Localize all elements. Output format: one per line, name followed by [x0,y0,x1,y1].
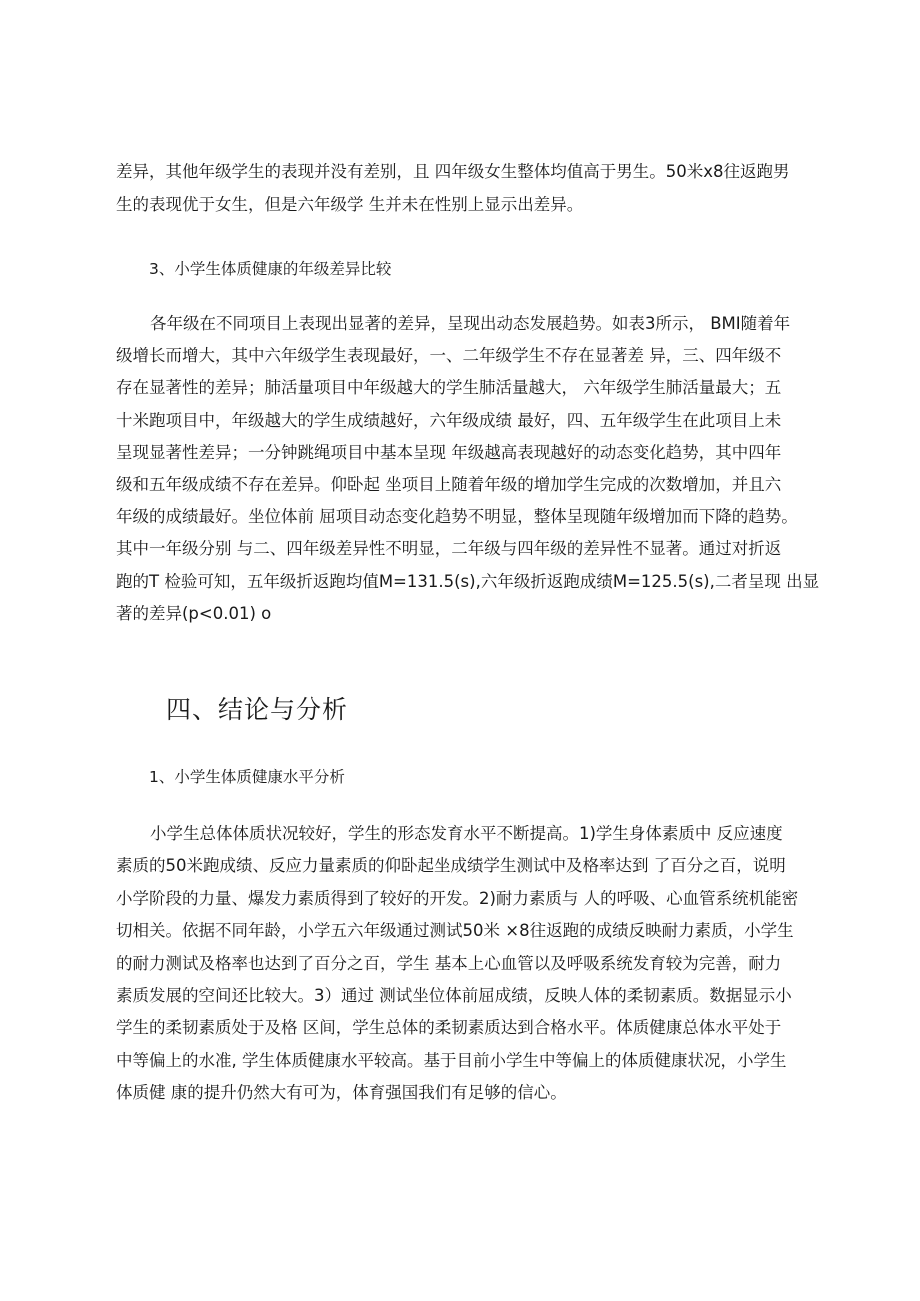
paragraph-line: 级和五年级成绩不存在差异。仰卧起 坐项目上随着年级的增加学生完成的次数增加，并且六 [116,474,782,494]
paragraph-gender-differences [116,155,828,221]
subsection-heading-health-level: 1、小学生体质健康水平分析 [149,768,345,786]
paragraph-line: 体质健 康的提升仍然大有可为，体育强国我们有足够的信心。 [116,1083,567,1103]
paragraph-line: 存在显著性的差异；肺活量项目中年级越大的学生肺活量越大， 六年级学生肺活量最大；五 [116,378,782,398]
paragraph-line: 十米跑项目中，年级越大的学生成绩越好，六年级成绩 最好，四、五年级学生在此项目上未 [116,410,782,430]
section-heading-conclusion: 四、结论与分析 [166,695,349,724]
paragraph-line: 素质的50米跑成绩、反应力量素质的仰卧起坐成绩学生测试中及格率达到 了百分之百，说明 [116,856,786,876]
paragraph-line: 跑的T 检验可知，五年级折返跑均值M=131.5(s),六年级折返跑成绩M=125.5(s),二者呈现 出显 [116,571,820,591]
paragraph-line: 差异，其他年级学生的表现并没有差别，且 四年级女生整体均值高于男生。50米x8往返跑男 [116,162,790,181]
paragraph-health-level-analysis [116,818,828,1110]
paragraph-grade-differences [116,308,828,630]
paragraph-line: 各年级在不同项目上表现出显著的差异，呈现出动态发展趋势。如表3所示， BMI随着年 [150,314,791,333]
paragraph-line: 的耐力测试及格率也达到了百分之百，学生 基本上心血管以及呼吸系统发育较为完善，耐力 [116,953,782,973]
paragraph-line: 呈现显著性差异；一分钟跳绳项目中基本呈现 年级越高表现越好的动态变化趋势，其中四年 [116,442,782,462]
subsection-heading-grade-differences: 3、小学生体质健康的年级差异比较 [149,260,392,278]
paragraph-line: 中等偏上的水准, 学生体质健康水平较高。基于目前小学生中等偏上的体质健康状况，小学生 [116,1050,787,1070]
paragraph-line: 素质发展的空间还比较大。3）通过 测试坐位体前屈成绩，反映人体的柔韧素质。数据显示小 [116,985,792,1005]
paragraph-line: 学生的柔韧素质处于及格 区间，学生总体的柔韧素质达到合格水平。体质健康总体水平处于 [116,1018,782,1038]
paragraph-line: 级增长而增大，其中六年级学生表现最好，一、二年级学生不存在显著差 异，三、四年级不 [116,346,782,366]
paragraph-line: 小学阶段的力量、爆发力素质得到了较好的开发。2)耐力素质与 人的呼吸、心血管系统机能密 [116,888,799,908]
paragraph-line: 著的差异(p<0.01) o [116,603,272,623]
paragraph-line: 小学生总体体质状况较好，学生的形态发育水平不断提高。1)学生身体素质中 反应速度 [150,824,783,843]
paragraph-line: 其中一年级分别 与二、四年级差异性不明显，二年级与四年级的差异性不显著。通过对折返 [116,539,782,559]
paragraph-line: 生的表现优于女生，但是六年级学 生并未在性别上显示出差异。 [116,195,584,214]
paragraph-line: 年级的成绩最好。坐位体前 屈项目动态变化趋势不明显，整体呈现随年级增加而下降的趋势。 [116,507,798,527]
paragraph-line: 切相关。依据不同年龄，小学五六年级通过测试50米 ×8往返跑的成绩反映耐力素质，小学生 [116,921,794,941]
